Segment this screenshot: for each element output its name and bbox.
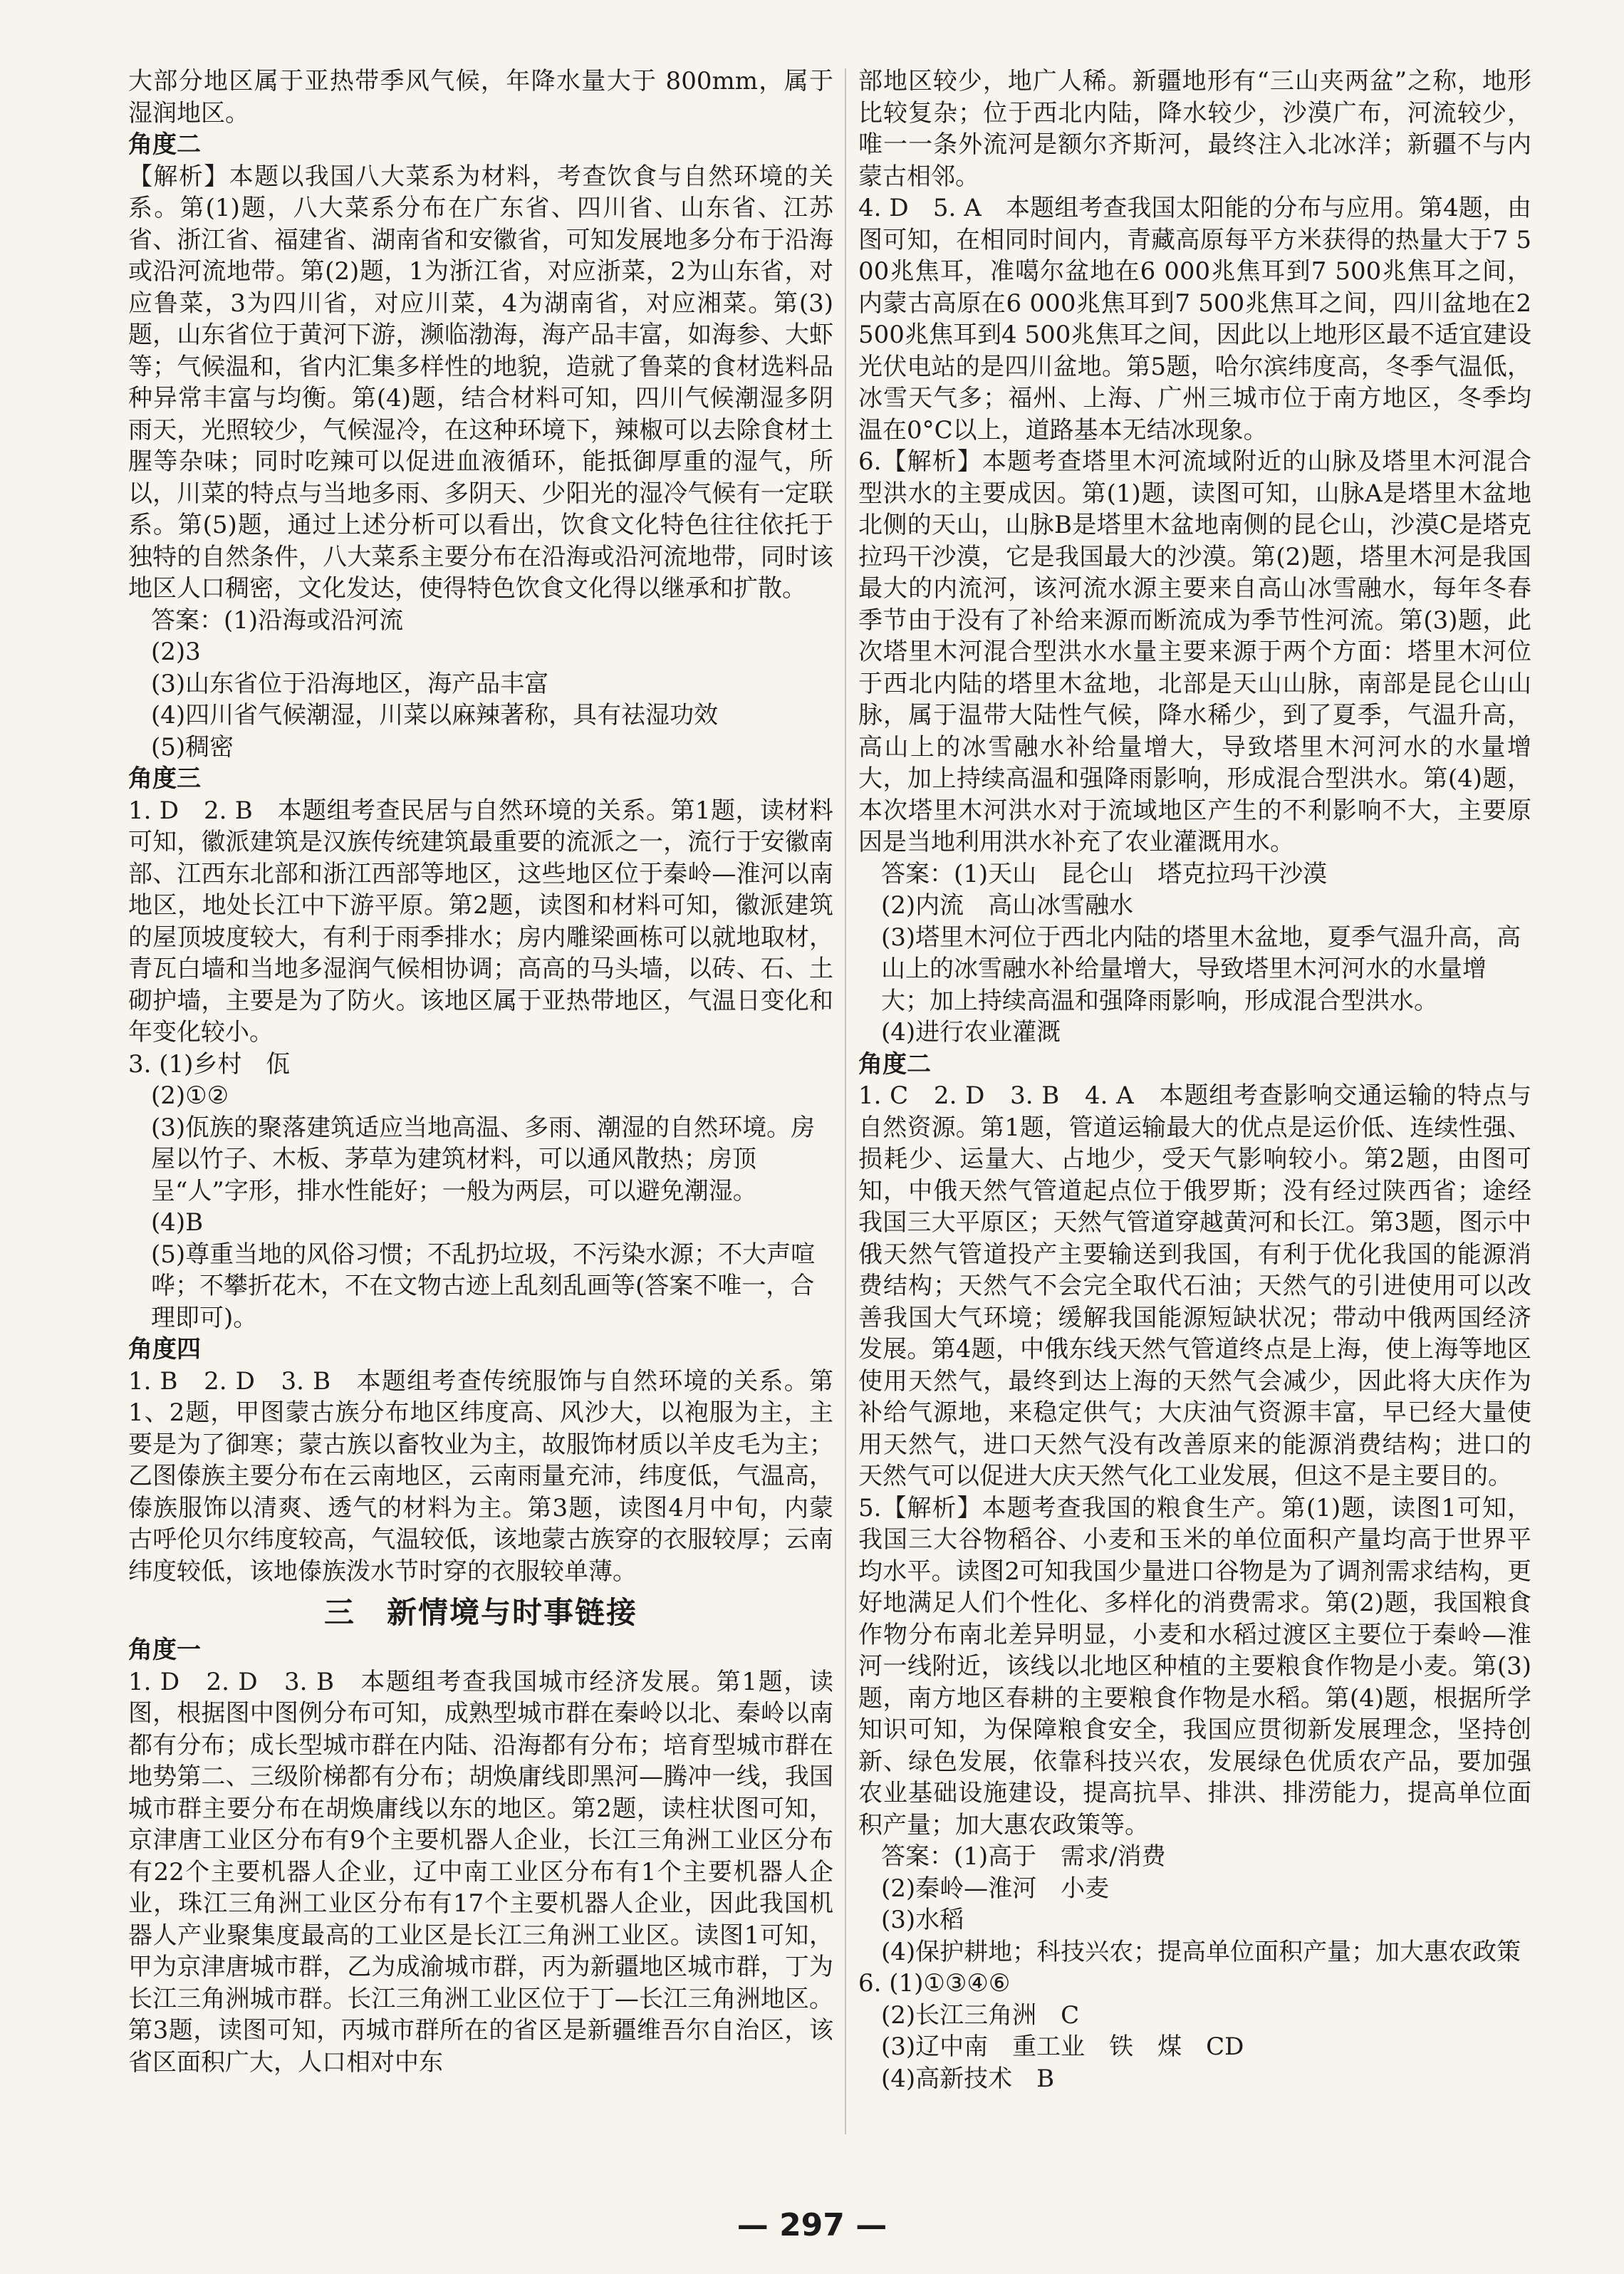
answer-line: (3)佤族的聚落建筑适应当地高温、多雨、潮湿的自然环境。房屋以竹子、木板、茅草为建筑材料，可以通风散热；房顶呈“人”字形，排水性能好；一般为两层，可以避免潮湿。 <box>151 1113 816 1205</box>
paragraph: 部地区较少，地广人稀。新疆地形有“三山夹两盆”之称，地形比较复杂；位于西北内陆，降水较少，沙漠广布，河流较少，唯一一条外流河是额尔齐斯河，最终注入北冰洋；新疆不与内蒙古相邻。 <box>858 67 1531 191</box>
paragraph: 【解析】本题以我国八大菜系为材料，考查饮食与自然环境的关系。第(1)题，八大菜系分布在广东省、四川省、山东省、江苏省、浙江省、福建省、湖南省和安徽省，可知发展地多分布于沿海或沿河流地带。第(2)题，1为浙江省，对应浙菜，2为山东省，对应鲁菜，3为四川省，对应川菜，4为湖南省，对应湘菜。第(3)题，山东省位于黄河下游，濒临渤海，海产品丰富，如海参、大虾等；气候温和，省内汇集多样性的地貌，造就了鲁菜的食材选料品种异常丰富与均衡。第(4)题，结合材料可知，四川气候潮湿多阴雨天，光照较少，气候湿冷，在这种环境下，辣椒可以去除食材土腥等杂味；同时吃辣可以促进血液循环，能抵御厚重的湿气，所以，川菜的特点与当地多雨、多阴天、少阳光的湿冷气候有一定联系。第(5)题，通过上述分析可以看出，饮食文化特色往往依托于独特的自然条件，八大菜系主要分布在沿海或沿河流地带，同时该地区人口稠密，文化发达，使得特色饮食文化得以继承和扩散。 <box>128 162 833 603</box>
answer-line: (3)水稻 <box>881 1906 964 1934</box>
paragraph: 1. D 2. B 本题组考查民居与自然环境的关系。第1题，读材料可知，徽派建筑是汉族传统建筑最重要的流派之一，流行于安徽南部、江西东北部和浙江西部等地区，这些地区位于秦岭—淮河以南地区，地处长江中下游平原。第2题，读图和材料可知，徽派建筑的屋顶坡度较大，有利于雨季排水；房内雕梁画栋可以就地取材，青瓦白墙和当地多湿润气候相协调；高高的马头墙，以砖、石、土砌护墙，主要是为了防火。该地区属于亚热带地区，气温日变化和年变化较小。 <box>128 796 833 1047</box>
answer-line: (3)辽中南 重工业 铁 煤 CD <box>881 2032 1244 2061</box>
answer-line: (2)秦岭—淮河 小麦 <box>881 1874 1110 1903</box>
answer-line: (2)3 <box>151 638 201 666</box>
answer-line: (3)塔里木河位于西北内陆的塔里木盆地，夏季气温升高，高山上的冰雪融水补给量增大，导致塔里木河河水的水量增大；加上持续高温和强降雨影响，形成混合型洪水。 <box>881 923 1521 1015</box>
paragraph: 1. D 2. D 3. B 本题组考查我国城市经济发展。第1题，读图，根据图中图例分布可知，成熟型城市群在秦岭以北、秦岭以南都有分布；成长型城市群在内陆、沿海都有分布；培育型城市群在地势第二、三级阶梯都有分布；胡焕庸线即黑河—腾冲一线，我国城市群主要分布在胡焕庸线以东的地区。第2题，读柱状图可知，京津唐工业区分布有9个主要机器人企业，长江三角洲工业区分布有22个主要机器人企业，辽中南工业区分布有1个主要机器人企业，珠江三角洲工业区分布有17个主要机器人企业，因此我国机器人产业聚集度最高的工业区是长江三角洲工业区。读图1可知，甲为京津唐城市群，乙为成渝城市群，丙为新疆地区城市群，丁为长江三角洲城市群。长江三角洲工业区位于丁—长江三角洲地区。第3题，读图可知，丙城市群所在的省区是新疆维吾尔自治区，该省区面积广大，人口相对中东 <box>128 1667 833 2077</box>
paragraph: 4. D 5. A 本题组考查我国太阳能的分布与应用。第4题，由图可知，在相同时间内，青藏高原每平方米获得的热量大于7 500兆焦耳，准噶尔盆地在6 000兆焦耳到7 500兆焦耳之间，内蒙古高原在6 000兆焦耳到7 500兆焦耳之间，四川盆地在2 500兆焦耳到4 500兆焦耳之间，因此以上地形区最不适宜建设光伏电站的是四川盆地。第5题，哈尔滨纬度高，冬季气温低，冰雪天气多；福州、上海、广州三城市位于南方地区，冬季均温在0°C以上，道路基本无结冰现象。 <box>858 194 1531 445</box>
section-heading: 角度三 <box>128 764 201 793</box>
answer-line: (3)山东省位于沿海地区，海产品丰富 <box>151 669 549 698</box>
section-heading: 角度四 <box>128 1335 201 1364</box>
chapter-heading: 三 新情境与时事链接 <box>323 1595 637 1630</box>
section-heading: 角度二 <box>858 1049 931 1079</box>
answer-line: (4)高新技术 B <box>881 2064 1055 2093</box>
section-heading: 角度一 <box>128 1636 201 1664</box>
answer-line: (2)长江三角洲 C <box>881 2000 1080 2030</box>
answer-line: (4)进行农业灌溉 <box>881 1018 1061 1047</box>
answer-line: (5)尊重当地的风俗习惯；不乱扔垃圾，不污染水源；不大声喧哗；不攀折花木，不在文物古迹上乱刻乱画等(答案不唯一，合理即可)。 <box>151 1240 816 1332</box>
answer-line: 答案：(1)沿海或沿河流 <box>151 606 404 635</box>
paragraph: 5.【解析】本题考查我国的粮食生产。第(1)题，读图1可知，我国三大谷物稻谷、小麦和玉米的单位面积产量均高于世界平均水平。读图2可知我国少量进口谷物是为了调剂需求结构，更好地满足人们个性化、多样化的消费需求。第(2)题，我国粮食作物分布南北差异明显，小麦和水稻过渡区主要位于秦岭—淮河一线附近，该线以北地区种植的主要粮食作物是小麦。第(3)题，南方地区春耕的主要粮食作物是水稻。第(4)题，根据所学知识可知，为保障粮食安全，我国应贯彻新发展理念，坚持创新、绿色发展，依靠科技兴农，发展绿色优质农产品，要加强农业基础设施建设，提高抗旱、排洪、排涝能力，提高单位面积产量；加大惠农政策等。 <box>858 1493 1531 1839</box>
answer-line: (4)B <box>151 1208 204 1237</box>
answer-line: (2)内流 高山冰雪融水 <box>881 891 1134 920</box>
right-column <box>858 66 1531 2094</box>
paragraph: 1. C 2. D 3. B 4. A 本题组考查影响交通运输的特点与自然资源。第1题，管道运输最大的优点是运价低、连续性强、损耗少、运量大、占地少，受天气影响较小。第2题，由图可知，中俄天然气管道起点位于俄罗斯；没有经过陕西省；途经我国三大平原区；天然气管道穿越黄河和长江。第3题，图示中俄天然气管道投产主要输送到我国，有利于优化我国的能源消费结构；天然气不会完全取代石油；天然气的引进使用可以改善我国大气环境；缓解我国能源短缺状况；带动中俄两国经济发展。第4题，中俄东线天然气管道终点是上海，使上海等地区使用天然气，最终到达上海的天然气会减少，因此将大庆作为补给气源地，来稳定供气；大庆油气资源丰富，早已经大量使用天然气，进口天然气没有改善原来的能源消费结构；进口的天然气可以促进大庆天然气化工业发展，但这不是主要目的。 <box>858 1081 1531 1490</box>
paragraph: 6. (1)①③④⑥ <box>858 1969 1011 1998</box>
page-number: — 297 — <box>736 2207 888 2243</box>
paragraph: 3. (1)乡村 佤 <box>128 1049 291 1079</box>
answer-line: (4)保护耕地；科技兴农；提高单位面积产量；加大惠农政策 <box>881 1937 1521 1966</box>
answer-line: 答案：(1)天山 昆仑山 塔克拉玛干沙漠 <box>881 859 1328 888</box>
left-column <box>128 66 833 2078</box>
paragraph: 1. B 2. D 3. B 本题组考查传统服饰与自然环境的关系。第1、2题，甲图蒙古族分布地区纬度高、风沙大，以袍服为主，主要是为了御寒；蒙古族以畜牧业为主，故服饰材质以羊皮毛为主；乙图傣族主要分布在云南地区，云南雨量充沛，纬度低，气温高，傣族服饰以清爽、透气的材料为主。第3题，读图4月中旬，内蒙古呼伦贝尔纬度较高，气温较低，该地蒙古族穿的衣服较厚；云南纬度较低，该地傣族泼水节时穿的衣服较单薄。 <box>128 1366 833 1586</box>
paragraph: 6.【解析】本题考查塔里木河流域附近的山脉及塔里木河混合型洪水的主要成因。第(1)题，读图可知，山脉A是塔里木盆地北侧的天山，山脉B是塔里木盆地南侧的昆仑山，沙漠C是塔克拉玛干沙漠，它是我国最大的沙漠。第(2)题，塔里木河是我国最大的内流河，该河流水源主要来自高山冰雪融水，每年冬春季节由于没有了补给来源而断流成为季节性河流。第(3)题，此次塔里木河混合型洪水水量主要来源于两个方面：塔里木河位于西北内陆的塔里木盆地，北部是天山山脉，南部是昆仑山山脉，属于温带大陆性气候，降水稀少，到了夏季，气温升高，高山上的冰雪融水补给量增大，导致塔里木河河水的水量增大，加上持续高温和强降雨影响，形成混合型洪水。第(4)题，本次塔里木河洪水对于流域地区产生的不利影响不大，主要原因是当地利用洪水补充了农业灌溉用水。 <box>858 447 1531 856</box>
column-divider <box>845 68 846 2134</box>
answer-line: 答案：(1)高于 需求/消费 <box>881 1842 1166 1871</box>
answer-line: (2)①② <box>151 1081 229 1110</box>
section-heading: 角度二 <box>128 130 201 159</box>
answer-line: (4)四川省气候潮湿，川菜以麻辣著称，具有祛湿功效 <box>151 701 719 730</box>
paragraph: 大部分地区属于亚热带季风气候，年降水量大于 800mm，属于湿润地区。 <box>128 67 833 128</box>
answer-line: (5)稠密 <box>151 732 234 762</box>
